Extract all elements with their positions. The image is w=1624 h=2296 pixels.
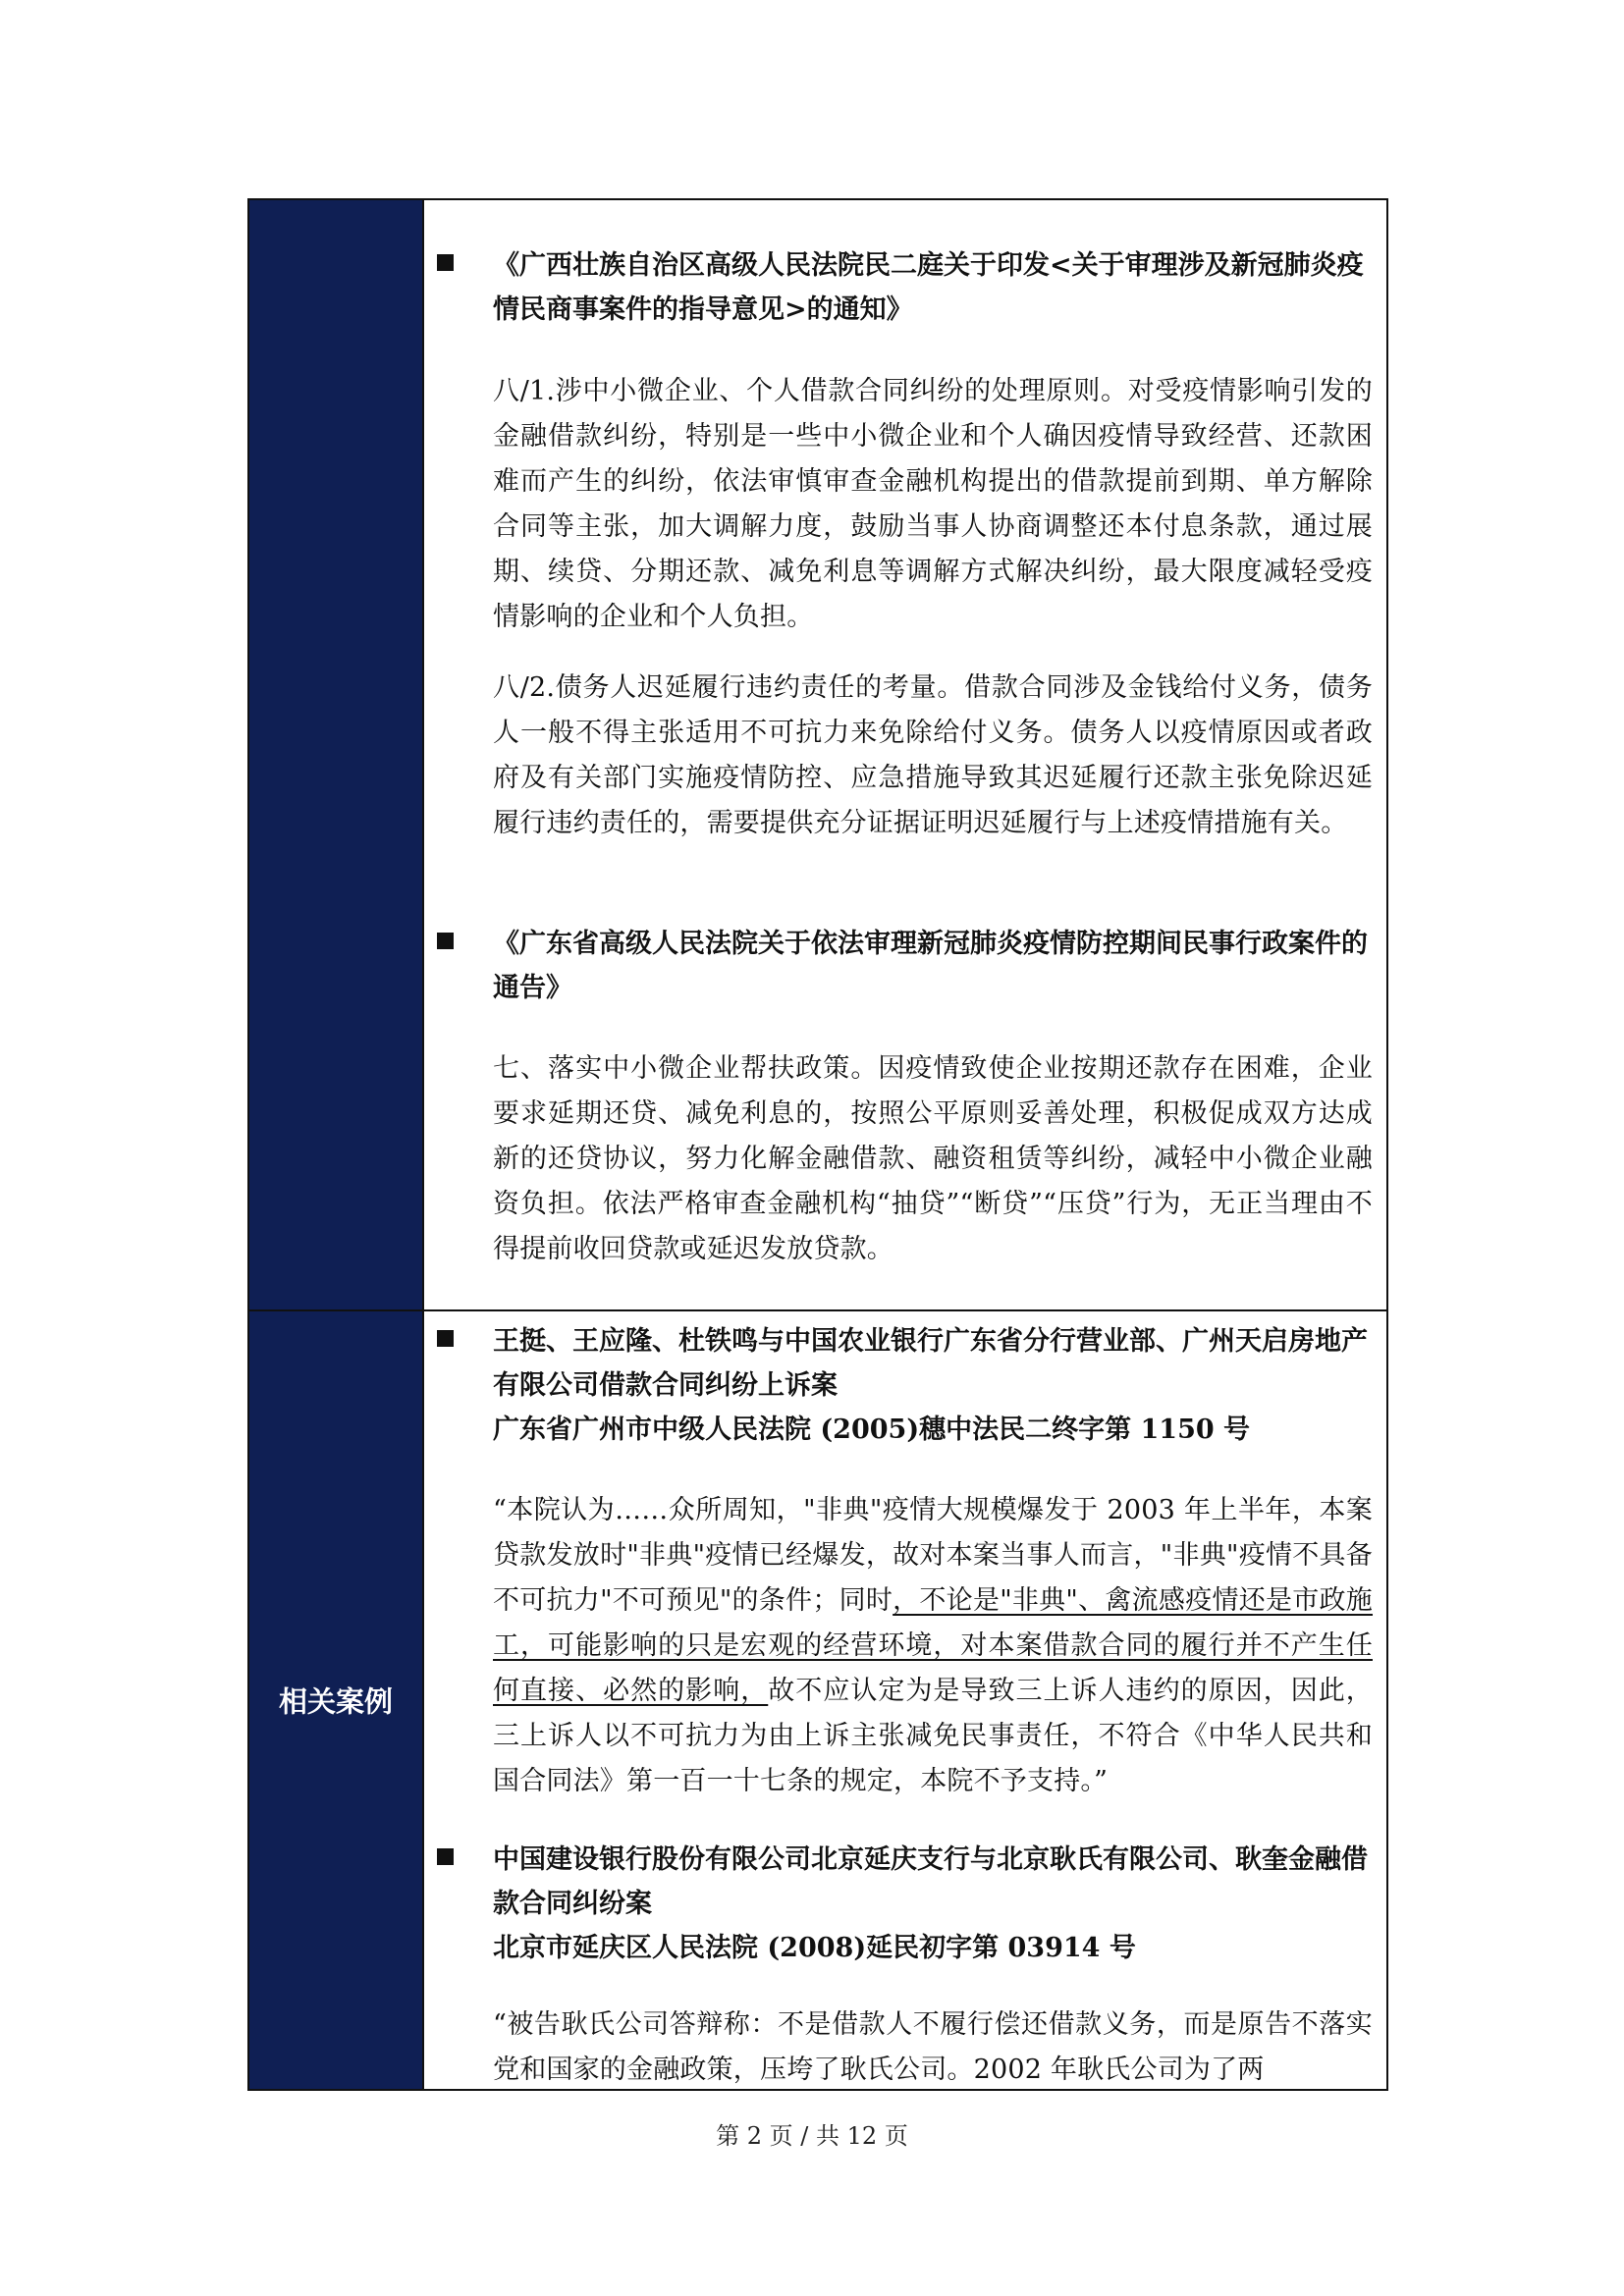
underlined-passage: ，不论是"非典"、禽流感疫情还是市政施工，可能影响的只是宏观的经营环境，对本案借款合同的履行并不产生任何直接、必然的影响，: [493, 1585, 1374, 1706]
case-item: [493, 1838, 1373, 1970]
case-court: 北京市延庆区人民法院 (2008)延民初字第 03914 号: [493, 1933, 1136, 1963]
case-court: 广东省广州市中级人民法院 (2005)穗中法民二终字第 1150 号: [493, 1415, 1251, 1445]
laws-row: [249, 200, 1386, 1309]
bullet-square-icon: [437, 1848, 454, 1865]
law-item: [493, 243, 1373, 332]
bullet-square-icon: [437, 933, 454, 949]
side-column: [249, 1311, 424, 2089]
law-paragraph: 八/2.债务人迟延履行违约责任的考量。借款合同涉及金钱给付义务，债务人一般不得主张适用不可抗力来免除给付义务。债务人以疫情原因或者政府及有关部门实施疫情防控、应急措施导致其迟延履行还款主张免除迟延履行违约责任的，需要提供充分证据证明迟延履行与上述疫情措施有关。: [493, 672, 1373, 838]
law-title: 《广东省高级人民法院关于依法审理新冠肺炎疫情防控期间民事行政案件的通告》: [493, 929, 1368, 1003]
bullet-square-icon: [437, 254, 454, 271]
page-footer: 第 2 页 / 共 12 页: [716, 2122, 908, 2150]
laws-content: [424, 200, 1386, 1309]
cases-content: [424, 1311, 1386, 2089]
side-column: [249, 200, 424, 1309]
side-label-cases: 相关案例: [278, 1684, 393, 1719]
case-title: 王挺、王应隆、杜铁鸣与中国农业银行广东省分行营业部、广州天启房地产有限公司借款合同纠纷上诉案: [493, 1326, 1368, 1401]
law-title: 《广西壮族自治区高级人民法院民二庭关于印发<关于审理涉及新冠肺炎疫情民商事案件的指导意见>的通知》: [493, 250, 1364, 325]
case-item: [493, 1319, 1373, 1452]
cases-row: [249, 1309, 1386, 2089]
content-table: [247, 198, 1388, 2091]
law-paragraph: 七、落实中小微企业帮扶政策。因疫情致使企业按期还款存在困难，企业要求延期还贷、减免利息的，按照公平原则妥善处理，积极促成双方达成新的还贷协议，努力化解金融借款、融资租赁等纠纷，减轻中小微企业融资负担。依法严格审查金融机构“抽贷”“断贷”“压贷”行为，无正当理由不得提前收回贷款或延迟发放贷款。: [493, 1053, 1373, 1264]
bullet-square-icon: [437, 1330, 454, 1347]
case-title: 中国建设银行股份有限公司北京延庆支行与北京耿氏有限公司、耿奎金融借款合同纠纷案: [493, 1844, 1368, 1919]
case-quote: “被告耿氏公司答辩称：不是借款人不履行偿还借款义务，而是原告不落实党和国家的金融政策，压垮了耿氏公司。2002 年耿氏公司为了两: [493, 2009, 1373, 2085]
law-item: [493, 922, 1373, 1010]
law-paragraph: 八/1.涉中小微企业、个人借款合同纠纷的处理原则。对受疫情影响引发的金融借款纠纷，特别是一些中小微企业和个人确因疫情导致经营、还款困难而产生的纠纷，依法审慎审查金融机构提出的借款提前到期、单方解除合同等主张，加大调解力度，鼓励当事人协商调整还本付息条款，通过展期、续贷、分期还款、减免利息等调解方式解决纠纷，最大限度减轻受疫情影响的企业和个人负担。: [493, 376, 1373, 632]
case-quote: “本院认为……众所周知，"非典"疫情大规模爆发于 2003 年上半年，本案贷款发放时"非典"疫情已经爆发，故对本案当事人而言，"非典"疫情不具备不可抗力"不可预见"的条件；同时，不论是"非典"、禽流感疫情还是市政施工，可能影响的只是宏观的经营环境，对本案借款合同的履行并不产生任何直接、必然的影响，故不应认定为是导致三上诉人违约的原因，因此，三上诉人以不可抗力为由上诉主张减免民事责任，不符合《中华人民共和国合同法》第一百一十七条的规定，本院不予支持。”: [493, 1495, 1374, 1796]
